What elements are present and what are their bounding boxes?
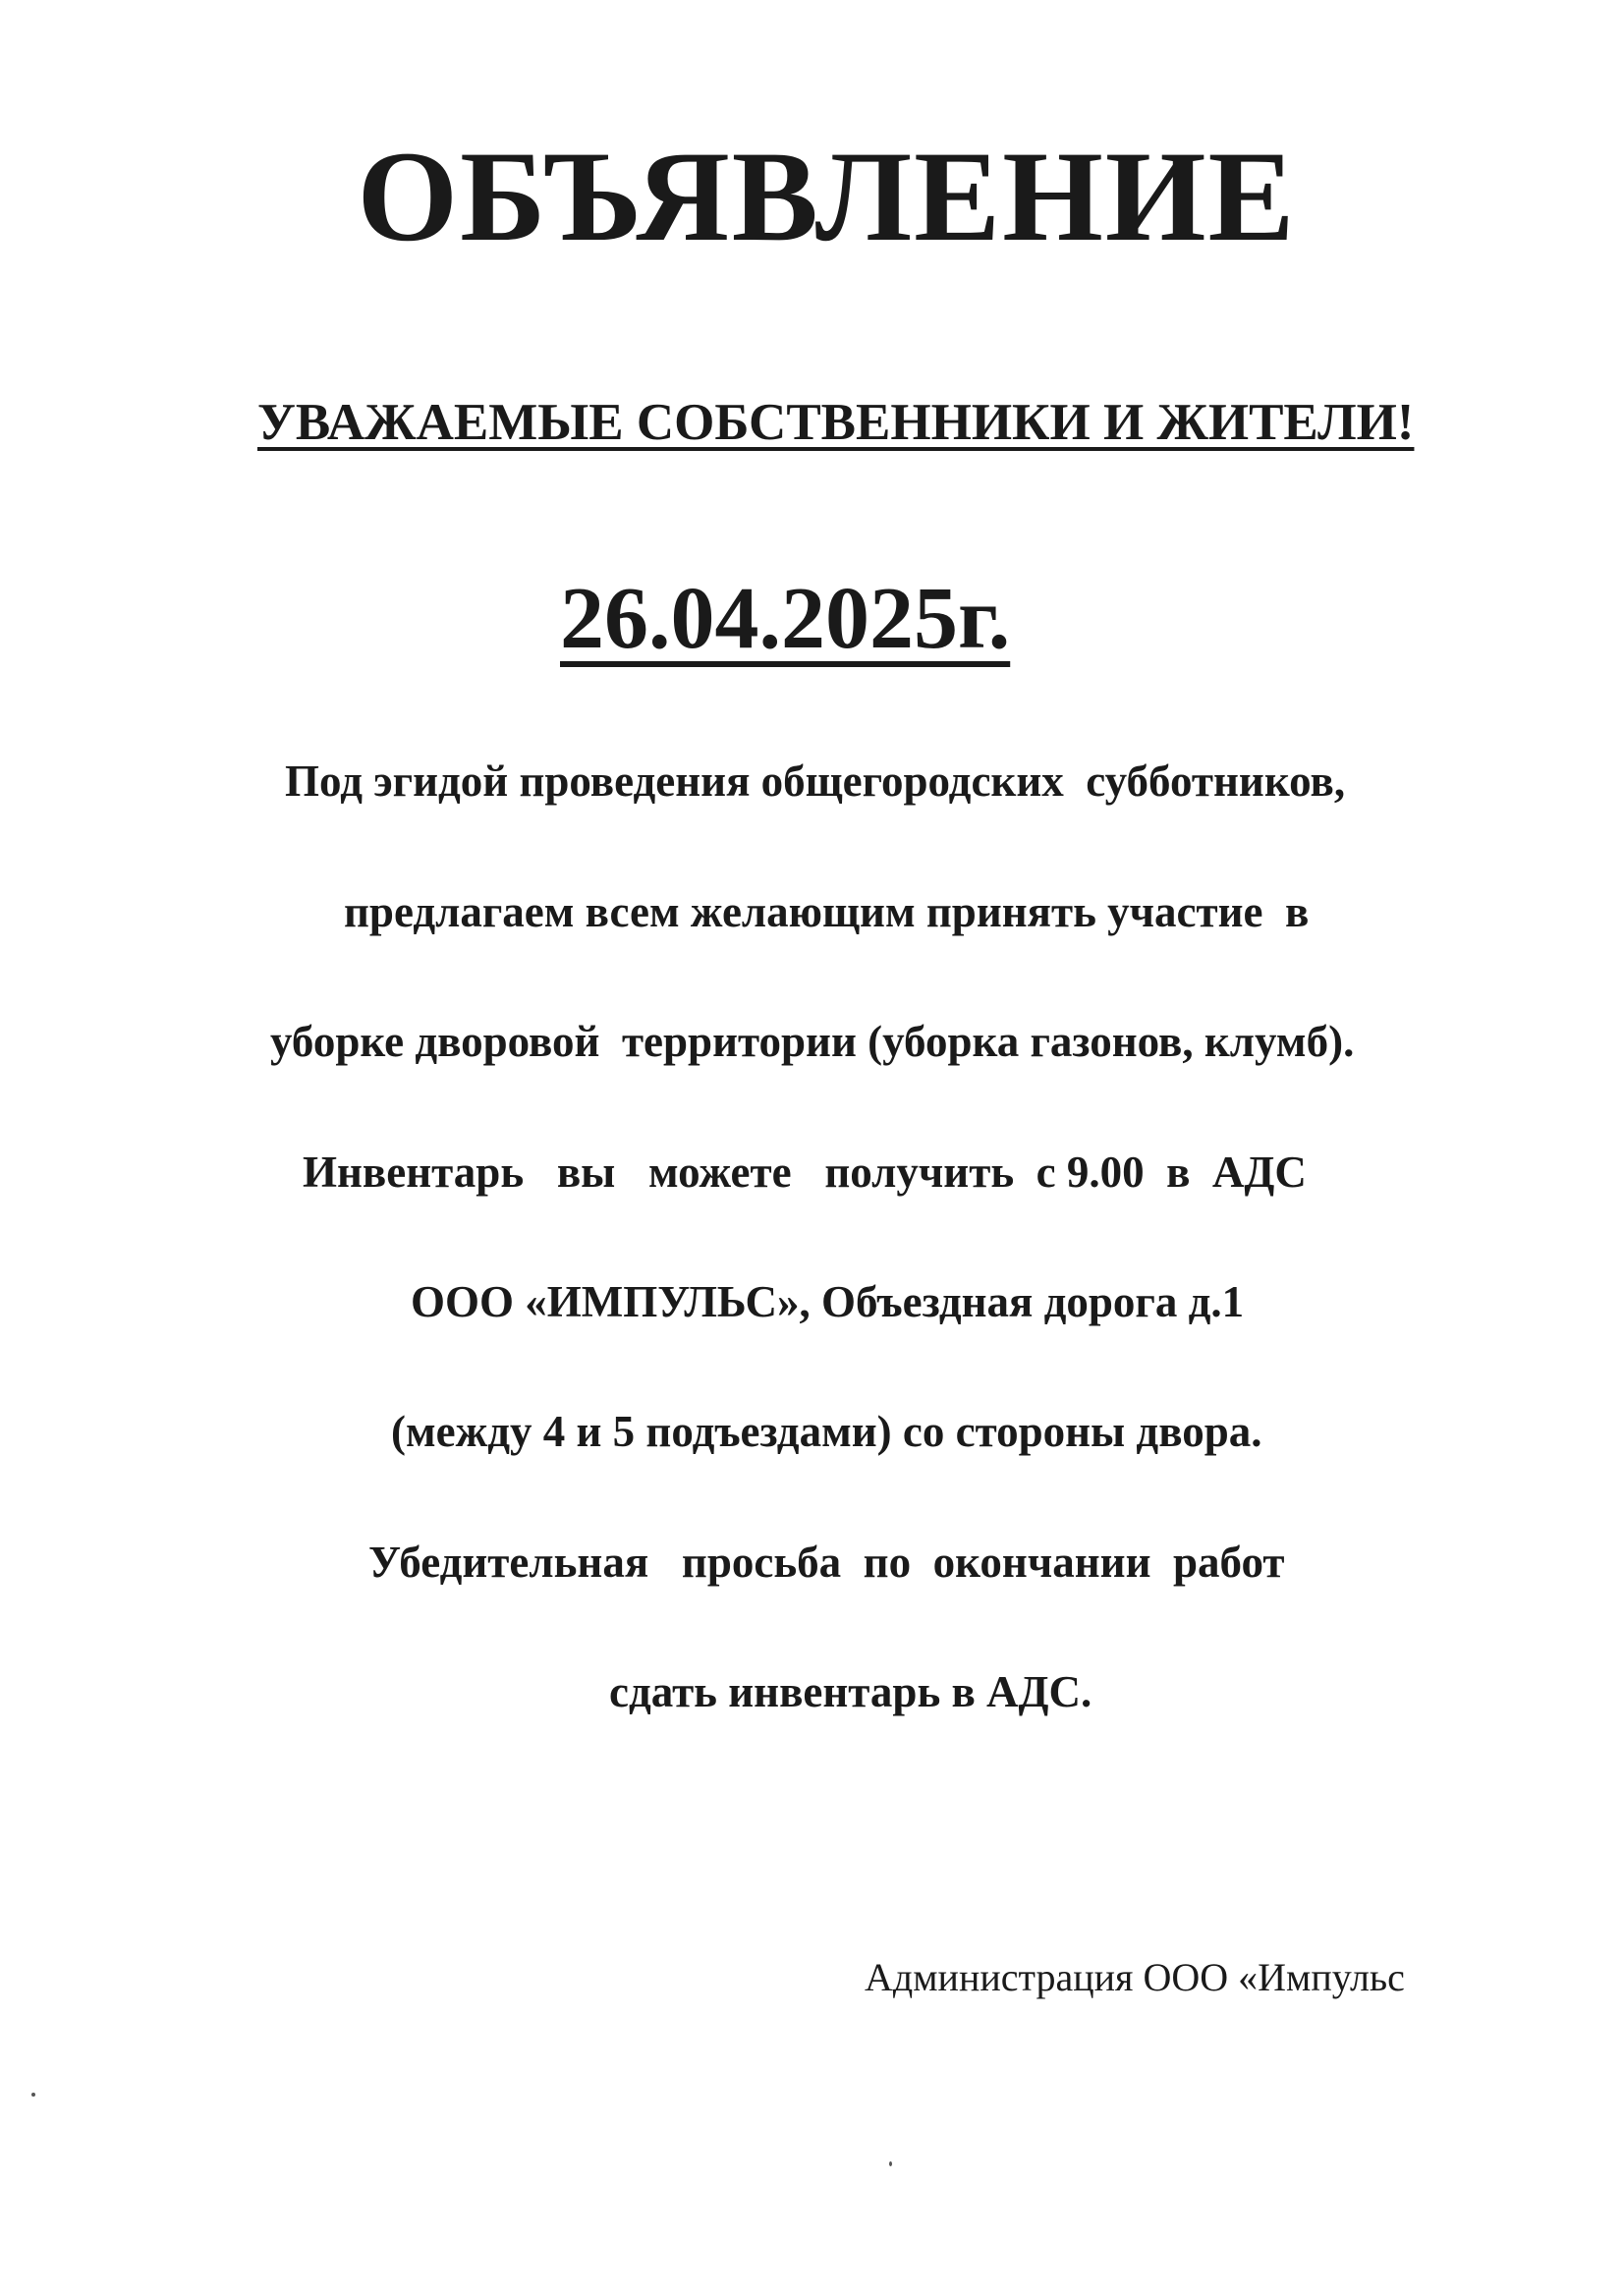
body-line-5: ООО «ИМПУЛЬС», Объездная дорога д.1 (411, 1277, 1245, 1326)
body-line-7: Убедительная просьба по окончании работ (368, 1538, 1285, 1587)
greeting-heading: УВАЖАЕМЫЕ СОБСТВЕННИКИ И ЖИТЕЛИ! (257, 394, 1415, 451)
signature: Администрация ООО «Импульс (865, 1955, 1405, 1999)
body-line-3: уборке дворовой территории (уборка газонов, клумб). (270, 1017, 1355, 1066)
scan-speck (31, 2093, 35, 2097)
document-title: ОБЪЯВЛЕНИЕ (357, 124, 1297, 268)
scan-speck (889, 2161, 892, 2166)
body-line-2: предлагаем всем желающим принять участие в (344, 887, 1310, 936)
body-line-6: (между 4 и 5 подъездами) со стороны двора. (391, 1407, 1262, 1456)
body-line-4: Инвентарь вы можете получить с 9.00 в АДС (303, 1148, 1307, 1197)
body-line-8: сдать инвентарь в АДС. (609, 1667, 1092, 1716)
event-date: 26.04.2025г. (560, 570, 1011, 667)
body-line-1: Под эгидой проведения общегородских субботников, (285, 756, 1346, 806)
